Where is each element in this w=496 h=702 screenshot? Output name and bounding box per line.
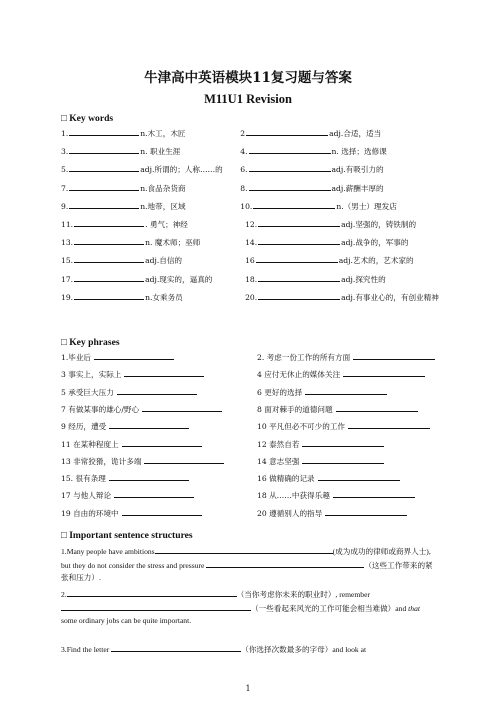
phrase-hint: 1.毕业后: [61, 353, 92, 362]
phrase-left: [61, 490, 257, 501]
word-hint: n.木工，木匠: [140, 129, 186, 138]
phrase-hint: 4 应付无休止的媒体关注: [257, 370, 341, 380]
phrase-hint: 10 平凡但必不可少的工作: [257, 422, 346, 432]
answer-blank[interactable]: [336, 404, 418, 412]
phrase-left: [61, 352, 257, 363]
answer-blank[interactable]: [249, 183, 331, 191]
phrase-left: [61, 369, 257, 380]
phrase-left: [61, 421, 257, 432]
answer-blank[interactable]: [144, 456, 224, 464]
key-phrase-row: [61, 404, 439, 415]
answer-blank[interactable]: [258, 219, 340, 227]
key-phrase-row: [61, 456, 439, 467]
answer-blank[interactable]: [353, 352, 435, 360]
answer-blank[interactable]: [74, 219, 144, 227]
phrase-hint: 11 在某种程度上: [61, 439, 119, 449]
phrase-right: [257, 369, 425, 380]
word-hint: adj.有事业心的，有创业精神: [341, 292, 439, 302]
word-hint: adj.自信的: [145, 256, 183, 266]
item-number: 8.: [240, 183, 248, 193]
item-number: 15.: [61, 256, 74, 266]
item-number: 5.: [61, 165, 69, 175]
answer-blank[interactable]: [69, 183, 139, 191]
answer-blank[interactable]: [111, 643, 241, 652]
item-number: 1.: [61, 129, 69, 138]
key-phrases-heading: □ Key phrases: [61, 337, 120, 348]
phrase-right: [257, 456, 384, 467]
word-hint: . 勇气；神经: [145, 220, 188, 229]
key-word-row: [61, 183, 439, 194]
key-phrase-row: [61, 508, 439, 519]
item-number: 16: [245, 256, 255, 266]
key-word-row: [61, 219, 439, 230]
phrase-left: [61, 473, 257, 484]
answer-blank[interactable]: [305, 387, 387, 395]
answer-blank[interactable]: [61, 602, 251, 611]
word-hint: adj.坚强的，铸铁制的: [341, 220, 417, 229]
key-word-row: [61, 164, 439, 175]
phrase-right: [257, 404, 418, 415]
answer-blank[interactable]: [94, 352, 174, 360]
answer-blank[interactable]: [124, 369, 204, 377]
phrase-hint: 3 事实上，实际上: [61, 370, 122, 380]
answer-blank[interactable]: [122, 508, 202, 516]
phrase-right: [257, 387, 387, 398]
answer-blank[interactable]: [348, 421, 430, 429]
phrase-hint: 2. 考虑一份工作的所有方面: [257, 353, 351, 362]
phrase-hint: 15. 很有条理: [61, 474, 106, 484]
item-number: 14.: [245, 238, 258, 248]
item-number: 11.: [61, 220, 74, 229]
phrase-left: [61, 508, 257, 519]
phrase-left: [61, 456, 257, 467]
phrase-hint: 7 有做某事的雄心/野心: [61, 404, 140, 414]
answer-blank[interactable]: [117, 387, 197, 395]
key-word-row: [61, 201, 439, 212]
item-number: 3.: [61, 147, 69, 157]
answer-blank[interactable]: [74, 274, 144, 282]
item-number: 7.: [61, 183, 69, 193]
answer-blank[interactable]: [258, 274, 340, 282]
item-number: 20.: [245, 292, 258, 302]
phrase-right: [257, 508, 407, 519]
phrase-right: [257, 352, 435, 363]
answer-blank[interactable]: [246, 128, 328, 136]
word-hint: n. 魔术师；巫师: [145, 238, 201, 248]
phrase-hint: 18 从……中获得乐趣: [257, 491, 330, 501]
answer-blank[interactable]: [302, 456, 384, 464]
structure-3: 3.Find the letter （你选择次数最多的字母）and look at: [61, 645, 367, 654]
page-subtitle: M11U1 Revision: [204, 92, 292, 106]
answer-blank[interactable]: [69, 201, 139, 209]
answer-blank[interactable]: [256, 255, 338, 263]
answer-blank[interactable]: [74, 237, 144, 245]
phrase-right: [257, 473, 400, 484]
answer-blank[interactable]: [206, 559, 364, 568]
answer-blank[interactable]: [325, 508, 407, 516]
answer-blank[interactable]: [69, 128, 139, 136]
key-word-row: [61, 274, 439, 285]
phrase-hint: 13 非常狡猾，诡计多端: [61, 456, 142, 466]
phrase-hint: 8 面对棘手的道德问题: [257, 404, 333, 414]
phrase-hint: 17 与他人辩论: [61, 491, 112, 501]
phrase-hint: 14 意志坚强: [257, 456, 300, 466]
item-number: 17.: [61, 274, 74, 284]
word-hint: adj.薪酬丰厚的: [331, 183, 384, 193]
word-hint: adj.现实的，逼真的: [145, 274, 213, 284]
phrase-hint: 12 泰然自若: [257, 439, 300, 449]
answer-blank[interactable]: [74, 292, 144, 300]
key-phrase-row: [61, 490, 439, 501]
phrase-hint: 19 自由的环境中: [61, 508, 119, 518]
item-number: 9.: [61, 201, 69, 211]
key-word-row: [61, 255, 439, 266]
key-phrase-row: [61, 369, 439, 380]
key-words-heading: □ Key words: [61, 113, 114, 124]
phrase-right: [257, 490, 415, 501]
answer-blank[interactable]: [155, 545, 333, 554]
phrase-right: [257, 439, 384, 450]
answer-blank[interactable]: [109, 421, 189, 429]
structures-heading: □ Important sentence structures: [61, 530, 193, 541]
answer-blank[interactable]: [142, 404, 222, 412]
key-phrase-row: [61, 387, 439, 398]
answer-blank[interactable]: [249, 146, 331, 154]
item-number: 13.: [61, 238, 74, 248]
answer-blank[interactable]: [249, 164, 331, 172]
key-word-row: [61, 237, 439, 248]
phrase-right: [257, 421, 430, 432]
key-word-row: [61, 146, 439, 157]
item-number: 19.: [61, 292, 74, 302]
answer-blank[interactable]: [69, 164, 139, 172]
word-hint: n. 职业生涯: [140, 147, 181, 157]
item-number: 6.: [240, 165, 248, 175]
answer-blank[interactable]: [67, 588, 237, 597]
item-number: 2: [240, 129, 246, 138]
answer-blank[interactable]: [343, 369, 425, 377]
phrase-hint: 9 经历，遭受: [61, 422, 107, 432]
item-number: 18.: [245, 274, 258, 284]
key-phrase-row: [61, 473, 439, 484]
key-word-row: [61, 292, 439, 303]
word-hint: adj.艺术的，艺术家的: [338, 256, 414, 266]
answer-blank[interactable]: [69, 146, 139, 154]
structure-1: 1.Many people have ambitions (成为成功的律师或商界人士), but they do not consider the stress and pressure （这些工作带来的紧张和压力）.: [61, 547, 433, 582]
key-phrase-row: [61, 352, 439, 363]
key-word-row: [61, 128, 439, 139]
answer-blank[interactable]: [253, 201, 335, 209]
answer-blank[interactable]: [258, 237, 340, 245]
answer-blank[interactable]: [318, 473, 400, 481]
phrase-left: [61, 404, 257, 415]
word-hint: n.（男士）理发店: [336, 201, 397, 211]
key-phrase-row: [61, 439, 439, 450]
word-hint: adj.所谓的；人称……的: [140, 165, 223, 175]
phrase-hint: 6 更好的选择: [257, 387, 303, 397]
answer-blank[interactable]: [258, 292, 340, 300]
key-phrase-row: [61, 421, 439, 432]
phrase-hint: 20 遵循别人的指导: [257, 508, 323, 518]
answer-blank[interactable]: [302, 439, 384, 447]
structure-2: 2. （当你考虑你未来的职业时）, remember（一些看起来风光的工作可能会相当难做）and that some ordinary jobs can be quite important.: [61, 590, 420, 625]
phrase-hint: 5 承受巨大压力: [61, 387, 114, 397]
word-hint: n. 选择；选修课: [331, 147, 387, 157]
answer-blank[interactable]: [122, 439, 202, 447]
word-hint: n.女乘务员: [145, 292, 183, 302]
page-number: 1: [245, 684, 251, 693]
phrase-left: [61, 387, 257, 398]
answer-blank[interactable]: [109, 473, 189, 481]
answer-blank[interactable]: [74, 255, 144, 263]
item-number: 12.: [245, 220, 258, 229]
page-title: 牛津高中英语模块11复习题与答案: [144, 70, 352, 86]
item-number: 10.: [240, 201, 253, 211]
item-number: 4.: [240, 147, 248, 157]
word-hint: adj.合适，适当: [329, 129, 382, 138]
answer-blank[interactable]: [333, 490, 415, 498]
phrase-hint: 16 做精确的记录: [257, 474, 315, 484]
word-hint: n.食品杂货商: [140, 183, 186, 193]
word-hint: adj.探究性的: [341, 274, 386, 284]
word-hint: adj.战争的，军事的: [341, 238, 409, 248]
word-hint: n.地带，区域: [140, 201, 186, 211]
phrase-left: [61, 439, 257, 450]
word-hint: adj.有吸引力的: [331, 165, 384, 175]
answer-blank[interactable]: [114, 490, 194, 498]
